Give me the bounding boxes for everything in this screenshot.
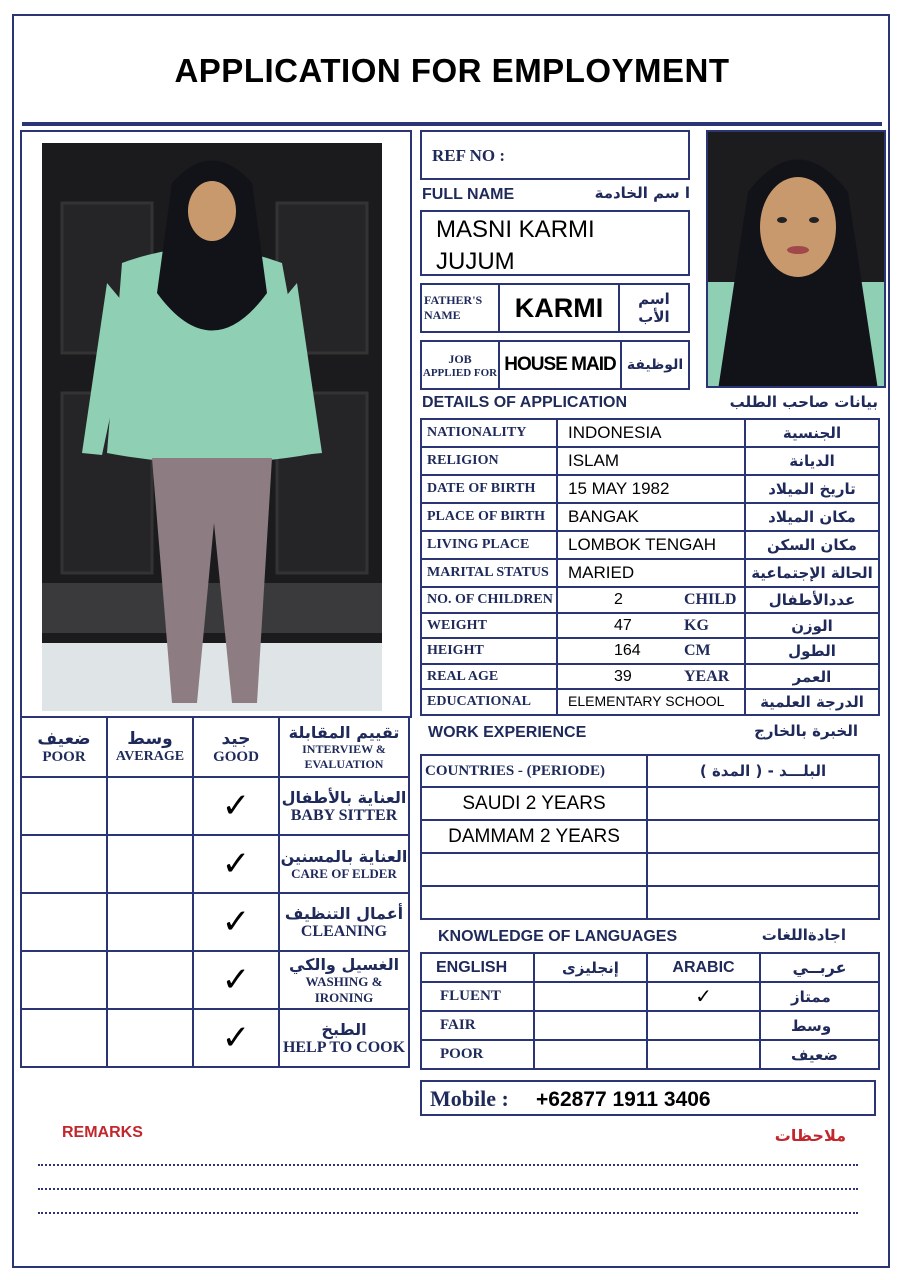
- work-row: [421, 853, 879, 886]
- work-table: [420, 754, 880, 920]
- eval-skill-ar: العناية بالمسنين: [280, 846, 408, 866]
- lang-level: POOR: [421, 1040, 534, 1069]
- details-value-cell: [557, 587, 745, 613]
- lang-level-ar: ضعيف: [760, 1040, 879, 1069]
- remarks-line-2[interactable]: [38, 1188, 858, 1190]
- father-name-value: KARMI: [499, 284, 619, 332]
- job-label-2: APPLIED FOR: [422, 366, 498, 379]
- mobile-box: [420, 1080, 876, 1116]
- details-label: NO. OF CHILDREN: [421, 587, 557, 613]
- evaluation-row: [21, 1009, 409, 1067]
- full-name-label: FULL NAME: [422, 186, 515, 203]
- eval-poor-ar: ضعيف: [37, 728, 91, 749]
- mobile-value: +62877 1911 3406: [536, 1088, 711, 1111]
- full-name-line2: JUJUM: [436, 248, 515, 275]
- details-value: 47: [614, 616, 632, 634]
- work-row: [421, 820, 879, 853]
- language-level-row: [421, 1040, 879, 1069]
- remarks-label: REMARKS: [62, 1124, 143, 1141]
- work-entry-ar: [647, 820, 879, 853]
- details-value-cell: [557, 475, 745, 503]
- details-label: REAL AGE: [421, 664, 557, 690]
- details-label: DATE OF BIRTH: [421, 475, 557, 503]
- eval-poor-header: POOR: [42, 748, 86, 765]
- lang-english-mark[interactable]: [534, 1040, 647, 1069]
- work-col-ar: البلـــد - ( المدة ): [647, 755, 879, 787]
- eval-good-check[interactable]: ✓: [193, 893, 279, 951]
- eval-skill-ar: العناية بالأطفال: [281, 787, 407, 807]
- details-value-cell: [557, 419, 745, 447]
- details-value-cell: [557, 559, 745, 587]
- details-value: LOMBOK TENGAH: [568, 535, 716, 555]
- father-label-1: FATHER'S: [424, 293, 483, 307]
- ref-no-box: [420, 130, 690, 180]
- details-value-cell: [557, 638, 745, 664]
- details-value-cell: [557, 447, 745, 475]
- ref-no-label: REF NO :: [432, 146, 506, 165]
- details-label-ar: مكان الميلاد: [745, 503, 879, 531]
- details-value: INDONESIA: [568, 423, 662, 443]
- details-row: [421, 664, 879, 690]
- eval-avg-ar: وسط: [127, 729, 173, 749]
- full-name-label-ar: ا سم الخادمة: [594, 184, 690, 202]
- details-label-ar: العمر: [745, 664, 879, 690]
- details-value: 15 MAY 1982: [568, 479, 670, 499]
- lang-level-ar: وسط: [760, 1011, 879, 1040]
- work-entry: [421, 853, 647, 886]
- details-label: LIVING PLACE: [421, 531, 557, 559]
- eval-good-check[interactable]: ✓: [193, 1009, 279, 1067]
- eval-poor-cell[interactable]: [21, 893, 107, 951]
- job-value: HOUSE MAID: [499, 341, 621, 389]
- language-level-row: [421, 982, 879, 1011]
- eval-poor-cell[interactable]: [21, 835, 107, 893]
- remarks-line-1[interactable]: [38, 1164, 858, 1166]
- details-label-ar: الطول: [745, 638, 879, 664]
- eval-poor-cell[interactable]: [21, 951, 107, 1009]
- details-label: WEIGHT: [421, 613, 557, 639]
- eval-good-header: GOOD: [213, 748, 259, 765]
- details-value: 39: [614, 667, 632, 685]
- work-heading-ar: الخبرة بالخارج: [754, 722, 858, 740]
- father-name-table: [420, 283, 690, 333]
- eval-average-cell[interactable]: [107, 1009, 193, 1067]
- work-entry-ar: [647, 787, 879, 820]
- work-entry-ar: [647, 853, 879, 886]
- eval-poor-cell[interactable]: [21, 777, 107, 835]
- details-value: ELEMENTARY SCHOOL: [568, 693, 725, 710]
- details-label-ar: الوزن: [745, 613, 879, 639]
- lang-arabic: ARABIC: [647, 953, 760, 982]
- lang-english-ar: إنجليزى: [534, 953, 647, 982]
- details-row: [421, 587, 879, 613]
- lang-english-mark[interactable]: [534, 982, 647, 1011]
- eval-header-ar: تقييم المقابلة: [288, 722, 400, 742]
- evaluation-row: [21, 835, 409, 893]
- lang-english-mark[interactable]: [534, 1011, 647, 1040]
- details-row: [421, 559, 879, 587]
- details-label: NATIONALITY: [421, 419, 557, 447]
- languages-table: [420, 952, 880, 1070]
- title-divider: [22, 122, 882, 126]
- details-row: [421, 447, 879, 475]
- lang-level: FAIR: [421, 1011, 534, 1040]
- details-label-ar: مكان السكن: [745, 531, 879, 559]
- eval-skill-ar: أعمال التنظيف: [284, 903, 404, 923]
- lang-english: ENGLISH: [421, 953, 534, 982]
- details-label-ar: الدرجة العلمية: [745, 689, 879, 715]
- details-row: [421, 475, 879, 503]
- details-table: [420, 418, 880, 716]
- details-heading-ar: بيانات صاحب الطلب: [729, 393, 878, 411]
- eval-avg-header: AVERAGE: [115, 749, 185, 764]
- eval-skill: HELP TO COOK: [282, 1038, 406, 1056]
- details-row: [421, 531, 879, 559]
- details-label-ar: الجنسية: [745, 419, 879, 447]
- details-unit: YEAR: [684, 667, 730, 685]
- work-row: [421, 886, 879, 919]
- work-entry: SAUDI 2 YEARS: [421, 787, 647, 820]
- father-label-ar: اسم الأب: [619, 284, 689, 332]
- remarks-label-ar: ملاحظات: [774, 1126, 846, 1145]
- details-row: [421, 419, 879, 447]
- remarks-line-3[interactable]: [38, 1212, 858, 1214]
- details-label: EDUCATIONAL: [421, 689, 557, 715]
- details-label: RELIGION: [421, 447, 557, 475]
- eval-header-2: EVALUATION: [304, 756, 384, 771]
- details-value: BANGAK: [568, 507, 639, 527]
- details-heading: DETAILS OF APPLICATION: [422, 394, 628, 411]
- father-label-2: NAME: [424, 308, 461, 322]
- eval-good-check[interactable]: ✓: [193, 777, 279, 835]
- eval-good-ar: جيد: [221, 728, 251, 749]
- mobile-label: Mobile :: [430, 1086, 509, 1111]
- details-row: [421, 689, 879, 715]
- details-value: MARIED: [568, 563, 635, 583]
- portrait-photo: [706, 130, 886, 388]
- eval-average-cell[interactable]: [107, 777, 193, 835]
- details-label-ar: تاريخ الميلاد: [745, 475, 879, 503]
- eval-average-cell[interactable]: [107, 951, 193, 1009]
- job-label-ar: الوظيفة: [621, 341, 689, 389]
- details-label-ar: الديانة: [745, 447, 879, 475]
- evaluation-row: [21, 893, 409, 951]
- details-value-cell: [557, 503, 745, 531]
- eval-good-check[interactable]: ✓: [193, 951, 279, 1009]
- eval-average-cell[interactable]: [107, 893, 193, 951]
- eval-skill: BABY SITTER: [290, 806, 398, 824]
- eval-skill-ar: الطبخ: [321, 1019, 367, 1039]
- eval-good-check[interactable]: ✓: [193, 835, 279, 893]
- details-value: 164: [614, 642, 641, 660]
- details-unit: CHILD: [684, 591, 737, 609]
- details-label: MARITAL STATUS: [421, 559, 557, 587]
- evaluation-row: [21, 951, 409, 1009]
- lang-arabic-ar: عربــي: [760, 953, 879, 982]
- eval-skill: CLEANING: [300, 922, 388, 940]
- work-row: [421, 787, 879, 820]
- evaluation-table: [20, 716, 410, 1068]
- details-row: [421, 613, 879, 639]
- work-heading: WORK EXPERIENCE: [428, 724, 587, 741]
- details-value: 2: [614, 591, 623, 609]
- job-table: [420, 340, 690, 390]
- eval-poor-cell[interactable]: [21, 1009, 107, 1067]
- work-entry-ar: [647, 886, 879, 919]
- lang-level-ar: ممتاز: [760, 982, 879, 1011]
- details-label-ar: الحالة الإجتماعية: [745, 559, 879, 587]
- details-unit: CM: [684, 642, 711, 660]
- eval-skill: WASHING & IRONING: [305, 973, 383, 1005]
- full-name-box: [420, 210, 690, 276]
- job-label-1: JOB: [448, 351, 472, 366]
- lang-level: FLUENT: [421, 982, 534, 1011]
- details-value: ISLAM: [568, 451, 620, 471]
- full-name-line1: MASNI KARMI: [436, 216, 595, 243]
- eval-skill-ar: الغسيل والكي: [288, 954, 400, 974]
- eval-skill: CARE OF ELDER: [291, 865, 397, 881]
- lang-arabic-mark[interactable]: [647, 1011, 760, 1040]
- eval-header-1: INTERVIEW &: [302, 741, 386, 756]
- work-entry: DAMMAM 2 YEARS: [421, 820, 647, 853]
- language-level-row: [421, 1011, 879, 1040]
- lang-arabic-mark[interactable]: [647, 1040, 760, 1069]
- eval-average-cell[interactable]: [107, 835, 193, 893]
- work-entry: [421, 886, 647, 919]
- details-value-cell: [557, 531, 745, 559]
- details-value-cell: [557, 664, 745, 690]
- evaluation-row: [21, 777, 409, 835]
- details-label: HEIGHT: [421, 638, 557, 664]
- details-value-cell: [557, 689, 745, 715]
- details-row: [421, 503, 879, 531]
- full-body-photo: [42, 143, 382, 711]
- work-col-countries: COUNTRIES - (PERIODE): [421, 755, 647, 787]
- details-value-cell: [557, 613, 745, 639]
- details-row: [421, 638, 879, 664]
- details-label: PLACE OF BIRTH: [421, 503, 557, 531]
- languages-heading: KNOWLEDGE OF LANGUAGES: [438, 928, 678, 945]
- details-label-ar: عددالأطفال: [745, 587, 879, 613]
- languages-heading-ar: اجادةاللغات: [761, 926, 846, 944]
- lang-arabic-mark[interactable]: ✓: [647, 982, 760, 1011]
- page-title: APPLICATION FOR EMPLOYMENT: [174, 52, 730, 89]
- details-unit: KG: [684, 616, 709, 634]
